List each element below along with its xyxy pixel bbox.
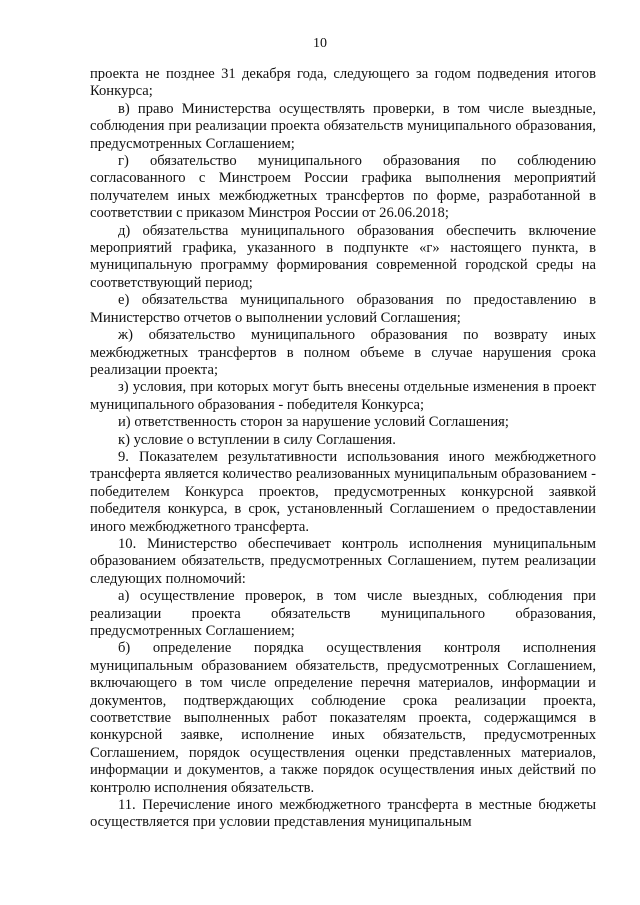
- paragraph-item-i: и) ответственность сторон за нарушение условий Соглашения;: [118, 414, 509, 431]
- paragraph-10-item-a: а) осуществление проверок, в том числе выездных, соблюдения при реализации проекта обязательств муниципального образования, предусмотренных Соглашением;: [90, 588, 596, 639]
- paragraph-11: 11. Перечисление иного межбюджетного трансферта в местные бюджеты осуществляется при условии представления муниципальным: [90, 797, 596, 831]
- paragraph-item-g: г) обязательство муниципального образования по соблюдению согласованного с Минстроем России графика выполнения мероприятий получателем иных межбюджетных трансфертов по форме, разработанной в соответствии с приказом Минстроя России от 26.06.2018;: [90, 153, 596, 222]
- paragraph-item-zh: ж) обязательство муниципального образования по возврату иных межбюджетных трансфертов в полном объеме в случае нарушения срока реализации проекта;: [90, 327, 596, 378]
- paragraph-10: 10. Министерство обеспечивает контроль исполнения муниципальным образованием обязательств, предусмотренных Соглашением, путем реализации следующих полномочий:: [90, 535, 596, 587]
- paragraph-10-item-b: б) определение порядка осуществления контроля исполнения муниципальным образованием обязательств, предусмотренных Соглашением, включающего в том числе определение перечня материалов, информации и документов, подтверждающих соблюдение срока реализации проекта, соответствие выполненных работ показателям проекта, содержащимся в конкурсной заявке, исполнение иных обязательств, предусмотренных Соглашением, порядок осуществления оценки представленных материалов, информации и документов, а также порядок осуществления иных действий по контролю исполнения обязательств.: [90, 640, 596, 796]
- paragraph-item-e: е) обязательства муниципального образования по предоставлению в Министерство отчетов о выполнении условий Соглашения;: [90, 292, 596, 326]
- paragraph-item-v: в) право Министерства осуществлять проверки, в том числе выездные, соблюдения при реализации проекта обязательств муниципального образования, предусмотренных Соглашением;: [90, 100, 596, 152]
- paragraph-item-d: д) обязательства муниципального образования обеспечить включение мероприятий графика, указанного в подпункте «г» настоящего пункта, в муниципальную программу формирования современной городской среды на соответствующий период;: [90, 222, 596, 291]
- paragraph-9: 9. Показателем результативности использования иного межбюджетного трансферта является количество реализованных муниципальным образованием - победителем Конкурса проектов, предусмотренных конкурсной заявкой победителя конкурса, в срок, установленный Соглашением о предоставлении иного межбюджетного трансферта.: [90, 448, 596, 535]
- paragraph-continuation: проекта не позднее 31 декабря года, следующего за годом подведения итогов Конкурса;: [90, 66, 596, 100]
- document-body: [90, 66, 596, 832]
- paragraph-item-k: к) условие о вступлении в силу Соглашения.: [118, 431, 396, 448]
- paragraph-item-z: з) условия, при которых могут быть внесены отдельные изменения в проект муниципального образования - победителя Конкурса;: [90, 379, 596, 413]
- page-number: 10: [313, 36, 327, 51]
